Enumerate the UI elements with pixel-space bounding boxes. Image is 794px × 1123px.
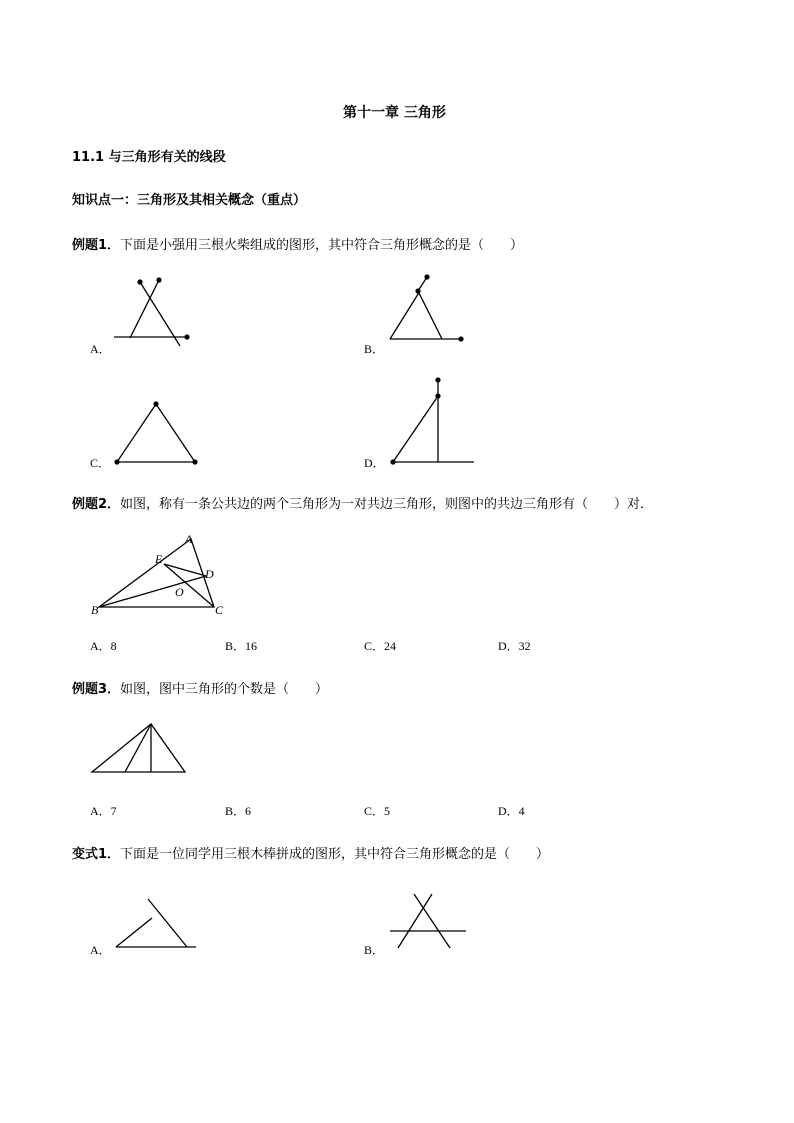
q1-figure-d xyxy=(388,374,478,468)
label-d: D xyxy=(205,567,214,581)
segment-bd xyxy=(99,576,206,607)
knowledge-point-heading: 知识点一：三角形及其相关概念（重点） xyxy=(72,193,307,208)
q1-figure-b xyxy=(385,271,470,343)
stick xyxy=(414,894,450,948)
q2-option-d[interactable]: D．32 xyxy=(498,639,531,653)
label-c: C xyxy=(215,603,224,617)
stick xyxy=(148,899,187,947)
match-head xyxy=(435,393,440,398)
question-3 xyxy=(72,682,328,698)
section-heading: 11.1 与三角形有关的线段 xyxy=(72,150,226,165)
v1-figure-b xyxy=(386,891,470,951)
question-1-text: 下面是小强用三根火柴组成的图形，其中符合三角形概念的是（ ） xyxy=(120,238,524,253)
question-3-label: 例题3． xyxy=(72,682,121,697)
match-head xyxy=(184,334,189,339)
match-head xyxy=(114,459,119,464)
label-b: B xyxy=(91,603,99,617)
match-head xyxy=(390,459,395,464)
match-head xyxy=(424,274,429,279)
triangle-outline xyxy=(117,404,195,462)
q3-option-a[interactable]: A．7 xyxy=(90,804,117,818)
q3-option-d[interactable]: D．4 xyxy=(498,804,525,818)
q1-figure-a xyxy=(110,276,195,348)
segment xyxy=(125,724,151,772)
q2-figure xyxy=(88,528,238,620)
variant-1-text: 下面是一位同学用三根木棒拼成的图形，其中符合三角形概念的是（ ） xyxy=(120,847,550,862)
variant-1 xyxy=(72,847,549,863)
match-head xyxy=(435,377,440,382)
matchstick xyxy=(393,396,438,462)
question-1 xyxy=(72,238,523,254)
q2-option-b[interactable]: B．16 xyxy=(225,639,258,653)
page-title: 第十一章 三角形 xyxy=(343,105,446,121)
q2-option-a[interactable]: A．8 xyxy=(90,639,117,653)
q2-option-c[interactable]: C．24 xyxy=(364,639,397,653)
matchstick xyxy=(390,291,420,339)
question-1-label: 例题1． xyxy=(72,238,121,253)
q1-option-c[interactable]: C． xyxy=(90,456,111,470)
label-a: A xyxy=(185,532,193,546)
stick xyxy=(116,918,152,947)
variant-1-label: 变式1． xyxy=(72,847,121,862)
match-head xyxy=(156,277,161,282)
question-2-label: 例题2． xyxy=(72,497,121,512)
v1-option-b[interactable]: B． xyxy=(364,943,385,957)
q3-figure xyxy=(88,720,188,776)
matchstick xyxy=(418,291,442,339)
v1-option-a[interactable]: A． xyxy=(90,943,111,957)
match-head xyxy=(137,279,142,284)
q1-option-a[interactable]: A． xyxy=(90,342,111,356)
question-2-text: 如图，称有一条公共边的两个三角形为一对共边三角形，则图中的共边三角形有（ ）对． xyxy=(120,497,654,512)
question-3-text: 如图，图中三角形的个数是（ ） xyxy=(120,682,329,697)
match-head xyxy=(153,401,158,406)
match-head xyxy=(458,336,463,341)
label-e: E xyxy=(155,552,163,566)
q1-figure-c xyxy=(112,398,202,468)
label-o: O xyxy=(175,585,184,599)
question-2 xyxy=(72,497,653,513)
stick xyxy=(398,894,432,948)
v1-figure-a xyxy=(112,895,200,951)
q3-option-c[interactable]: C．5 xyxy=(364,804,391,818)
match-head xyxy=(415,288,420,293)
q1-option-b[interactable]: B． xyxy=(364,342,385,356)
q1-option-d[interactable]: D． xyxy=(364,456,385,470)
match-head xyxy=(192,459,197,464)
q3-option-b[interactable]: B．6 xyxy=(225,804,252,818)
